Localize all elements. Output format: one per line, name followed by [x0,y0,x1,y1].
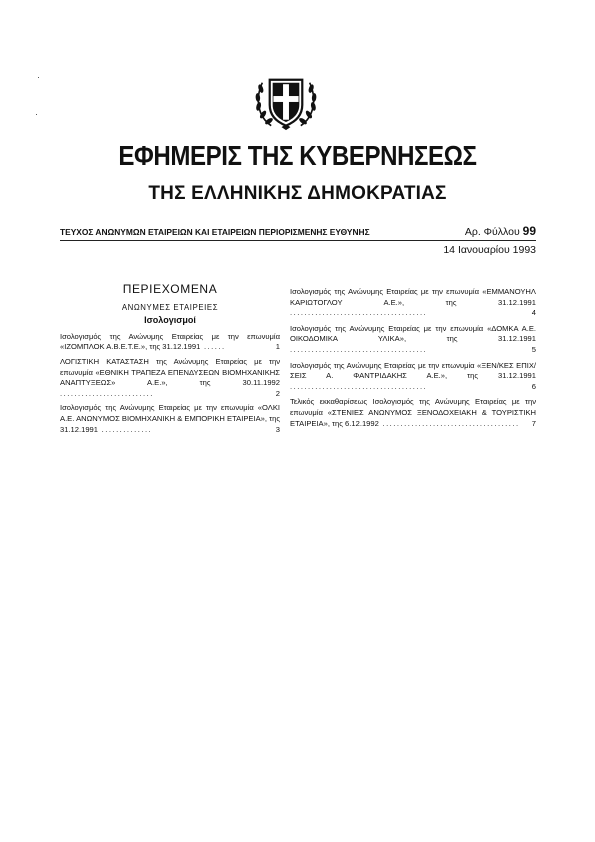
toc-entry-text: Ισολογισμός της Ανώνυμης Εταιρείας με την επωνυμία «ΙΖΟΜΠΛΟΚ Α.Β.Ε.Τ.Ε.», της 31.12.1991 [60,331,280,352]
toc-entry-text: Ισολογισμός της Ανώνυμης Εταιρείας με την επωνυμία «ΟΛΚΙ Α.Ε. ΑΝΩΝΥΜΟΣ ΒΙΟΜΗΧΑΝΙΚΗ & ΕΜΠΟΡΙΚΗ ΕΤΑΙΡΕΙΑ», της 31.12.1991 [60,403,280,434]
toc-entry-text: Τελικός εκκαθαρίσεως Ισολογισμός της Ανώνυμης Εταιρείας με την επωνυμία «ΣΤΕΝΙΕΣ ΑΝΩΝΥΜΟΣ ΞΕΝΟΔΟΧΕΙΑΚΗ & ΤΟΥΡΙΣΤΙΚΗ ΕΤΑΙΡΕΙΑ», της 6.12.1992 [290,397,536,428]
toc-section-title: ΑΝΩΝΥΜΕΣ ΕΤΑΙΡΕΙΕΣ [121,302,219,312]
toc-entry[interactable] [60,403,280,435]
toc-entry-page: 3 [275,424,280,434]
toc-entry-page: 1 [275,342,280,352]
toc-entry-page: 2 [275,388,280,398]
toc-left-column [60,284,280,439]
toc-entry[interactable] [290,361,536,393]
toc-entry-leader: .......................... [60,388,154,398]
toc-entry-text: ΛΟΓΙΣΤΙΚΗ ΚΑΤΑΣΤΑΣΗ της Ανώνυμης Εταιρείας με την επωνυμία «ΕΘΝΙΚΗ ΤΡΑΠΕΖΑ ΕΠΕΝΔΥΣΕΩΝ ΒΙΟΜΗΧΑΝΙΚΗΣ ΑΝΑΠΤΥΞΕΩΣ» Α.Ε.», της 30.11.1992 [60,356,280,388]
toc-entry-leader: .............. [98,424,153,434]
toc-entry-text: Ισολογισμός της Ανώνυμης Εταιρείας με την επωνυμία «ΔΟΜΚΑ Α.Ε. ΟΙΚΟΔΟΜΙΚΑ ΥΛΙΚΑ», της 31.12.1991 [290,323,536,344]
toc-entry-page: 7 [531,418,536,428]
toc-entry-page: 4 [531,308,536,318]
gazette-title: ΕΦΗΜΕΡΙΣ ΤΗΣ ΚΥΒΕΡΝΗΣΕΩΣ [118,140,477,171]
issue-bar [60,225,536,239]
toc-right-column [290,287,536,434]
scan-speck [36,114,37,115]
sheet-number: 99 [522,224,536,238]
toc-entry-leader: ...................................... [290,344,428,354]
sheet-number-label [465,224,536,238]
gazette-subtitle: ΤΗΣ ΕΛΛΗΝΙΚΗΣ ΔΗΜΟΚΡΑΤΙΑΣ [148,183,447,204]
toc-entry-text: Ισολογισμός της Ανώνυμης Εταιρείας με την επωνυμία «ΕΜΜΑΝΟΥΗΛ ΚΑΡΙΩΤΟΓΛΟΥ Α.Ε.», της 31.12.1991 [290,287,536,307]
toc-subsection-title: Ισολογισμοί [144,315,196,326]
toc-entry-page: 5 [531,344,536,354]
toc-entry-text: Ισολογισμός της Ανώνυμης Εταιρείας με την επωνυμία «ΞΕΝ/ΚΕΣ ΕΠΙΧ/ΣΕΙΣ Α. ΦΑΝΤΡΙΔΑΚΗΣ Α.Ε.», της 31.12.1991 [290,360,536,381]
toc-entry[interactable] [290,324,536,356]
sheet-label: Αρ. Φύλλου [464,226,520,238]
toc-entry-leader: ...................................... [290,381,428,391]
toc-entry[interactable] [60,332,280,353]
toc-entry-leader: ...................................... [378,418,520,428]
toc-entry-leader: ...... [200,342,226,352]
issue-type: ΤΕΥΧΟΣ ΑΝΩΝΥΜΩΝ ΕΤΑΙΡΕΙΩΝ ΚΑΙ ΕΤΑΙΡΕΙΩΝ ΠΕΡΙΟΡΙΣΜΕΝΗΣ ΕΥΘΥΝΗΣ [60,227,370,237]
toc-heading: ΠΕΡΙΕΧΟΜΕΝΑ [122,282,218,296]
coat-of-arms-icon [249,62,323,136]
scan-speck [38,77,39,78]
toc-entry[interactable] [60,357,280,399]
toc-entry-leader: ...................................... [290,308,428,318]
header-rule [60,240,536,241]
toc-entry[interactable] [290,287,536,319]
issue-date: 14 Ιανουαρίου 1993 [443,244,536,256]
toc-entry-page: 6 [531,381,536,391]
toc-entry[interactable] [290,397,536,429]
